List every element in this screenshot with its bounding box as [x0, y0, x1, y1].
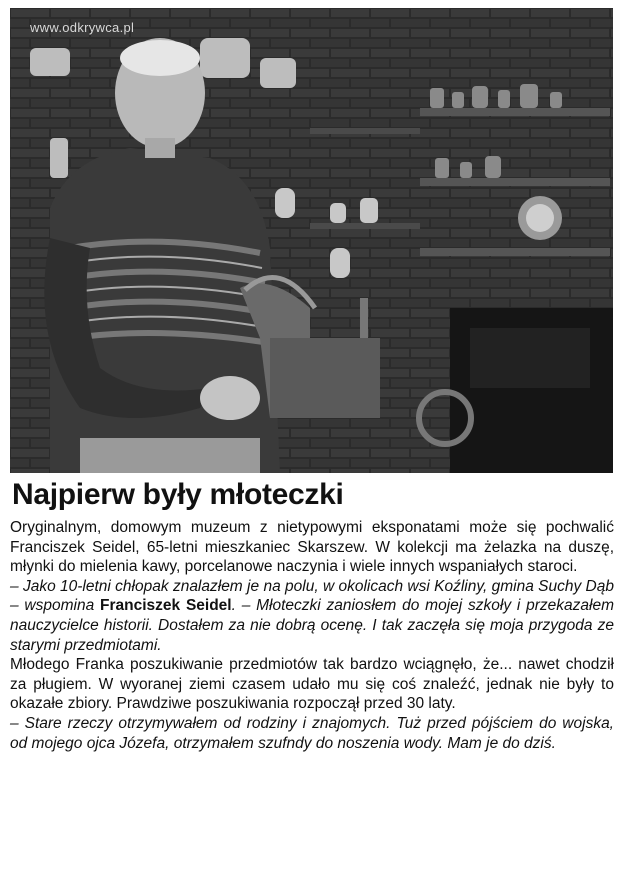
quote-part-a: – Jako 10-letni chłopak znalazłem je na polu, w okolicach wsi Koźliny, gmina Suchy Dąb – wspomina — [10, 577, 614, 615]
article-body — [10, 518, 614, 753]
headline: Najpierw były młoteczki — [12, 478, 344, 511]
quote-part-b: . – Młoteczki zaniosłem do mojej szkoły i przekazałem nauczycielce historii. Dostałem za nie dobrą ocenę. I tak zaczęła się moja przygoda ze starymi przedmiotami. — [10, 597, 614, 654]
person-name: Franciszek Seidel — [100, 597, 232, 615]
paragraph-4: – Stare rzeczy otrzymywałem od rodziny i znajomych. Tuż przed pójściem do wojska, od mojego ojca Józefa, otrzymałem szufndy do noszenia wody. Mam je do dziś. — [10, 714, 614, 752]
paragraph-1: Oryginalnym, domowym muzeum z nietypowymi eksponatami może się pochwalić Franciszek Seidel, 65-letni mieszkaniec Skarszew. W kolekcji ma żelazka na duszę, młynki do mielenia kawy, porcelanowe naczynia i wiele innych wspaniałych staroci. — [10, 519, 614, 576]
photo-illustration — [10, 8, 613, 473]
paragraph-3: Młodego Franka poszukiwanie przedmiotów tak bardzo wciągnęło, że... nawet chodził za pługiem. W wyoranej ziemi czasem udało mu się coś znaleźć, jednak nie były to okazałe zbiory. Prawdziwe poszukiwania rozpoczął przed 30 laty. — [10, 656, 614, 713]
article-photo — [10, 8, 613, 473]
watermark: www.odkrywca.pl — [30, 20, 135, 35]
paragraph-2 — [10, 577, 614, 655]
